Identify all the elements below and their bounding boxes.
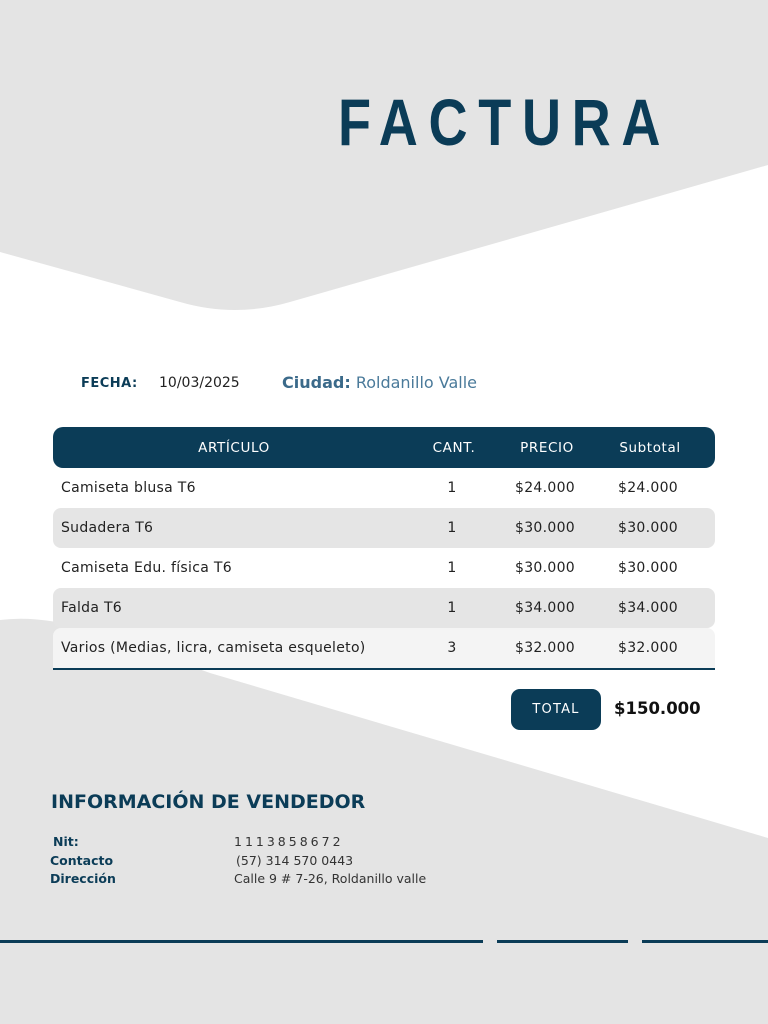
table-row [53,508,715,548]
address-value: Calle 9 # 7-26, Roldanillo valle [234,871,427,886]
row-price: $24.000 [515,480,575,496]
table-row [53,628,715,668]
nit-value: 1113858672 [234,834,344,849]
row-qty: 3 [447,640,457,656]
vendor-section-title: INFORMACIÓN DE VENDEDOR [51,791,366,813]
table-row [53,468,715,508]
items-table [53,427,715,670]
row-item: Sudadera T6 [61,520,154,536]
city-field [282,373,477,392]
row-qty: 1 [447,480,457,496]
row-qty: 1 [447,560,457,576]
row-price: $30.000 [515,520,575,536]
contact-label: Contacto [50,853,114,868]
row-item: Camiseta blusa T6 [61,480,196,496]
bottom-gray-shape [0,619,768,1024]
header-item: ARTÍCULO [198,439,270,456]
table-row [53,588,715,628]
contact-value: (57) 314 570 0443 [236,853,354,868]
footer-bar-right [642,940,768,943]
table-bottom-rule [53,668,715,670]
row-subtotal: $34.000 [618,600,678,616]
header-qty: CANT. [432,439,476,456]
row-qty: 1 [447,520,457,536]
row-subtotal: $32.000 [618,640,678,656]
city-value: Roldanillo Valle [355,373,477,392]
row-item: Camiseta Edu. física T6 [61,560,232,576]
invoice-title: FACTURA [338,85,672,159]
table-header [53,427,715,468]
total-label-badge: TOTAL [511,689,601,730]
date-value: 10/03/2025 [159,375,240,391]
table-row [53,548,715,588]
city-label: Ciudad: [282,373,351,392]
row-item: Varios (Medias, licra, camiseta esqueleto) [61,640,366,656]
row-price: $30.000 [515,560,575,576]
date-label: FECHA: [81,376,138,391]
header-subtotal: Subtotal [619,439,681,456]
row-price: $34.000 [515,600,575,616]
address-label: Dirección [50,871,116,886]
total-value: $150.000 [614,699,701,718]
row-item: Falda T6 [61,600,123,616]
row-subtotal: $30.000 [618,560,678,576]
row-qty: 1 [447,600,457,616]
footer-bar-left [0,940,483,943]
footer-bar-middle [497,940,628,943]
header-price: PRECIO [520,439,574,456]
row-subtotal: $30.000 [618,520,678,536]
row-subtotal: $24.000 [618,480,678,496]
nit-label: Nit: [53,834,79,849]
row-price: $32.000 [515,640,575,656]
